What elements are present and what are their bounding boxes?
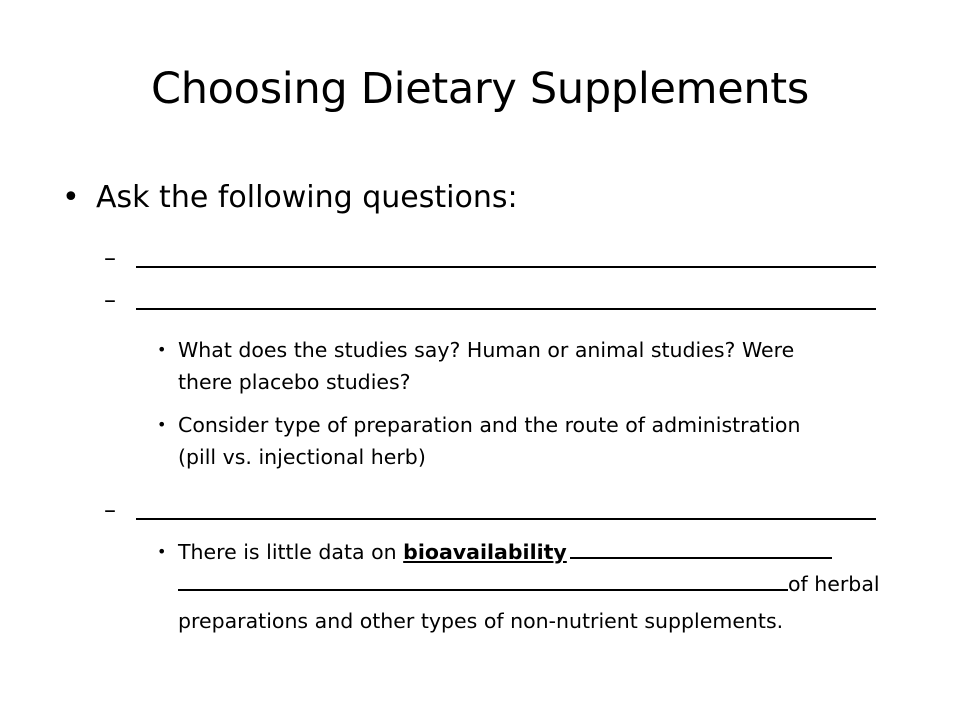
fill-in-blank-1 [136,266,876,268]
sub-point-2-line-2: (pill vs. injectional herb) [178,445,426,469]
level1-bullet: • [62,180,80,215]
sub-point-3-line-2 [178,568,908,600]
sub-point-3-suffix: of herbal [788,572,880,596]
sub-point-3-line-1 [178,536,908,568]
sub-bullet-2: • [157,415,167,434]
sub-bullet-3: • [157,542,167,561]
sub-point-1-line-2: there placebo studies? [178,370,411,394]
sub-point-1-line-1: What does the studies say? Human or animal studies? Were [178,338,795,362]
sub-point-3-prefix: There is little data on [178,540,404,564]
sub-point-2-line-1: Consider type of preparation and the route of administration [178,413,801,437]
fill-in-blank-2 [136,308,876,310]
dash-bullet-3: – [104,496,116,524]
inline-blank-1 [570,539,832,559]
sub-bullet-1: • [157,340,167,359]
level1-text: Ask the following questions: [96,180,518,215]
fill-in-blank-3 [136,518,876,520]
dash-bullet-1: – [104,244,116,272]
bioavailability-term: bioavailability [403,540,567,564]
sub-point-3-line-3: preparations and other types of non-nutrient supplements. [178,609,784,633]
inline-blank-2 [178,571,788,591]
dash-bullet-2: – [104,286,116,314]
slide-title: Choosing Dietary Supplements [151,64,809,114]
